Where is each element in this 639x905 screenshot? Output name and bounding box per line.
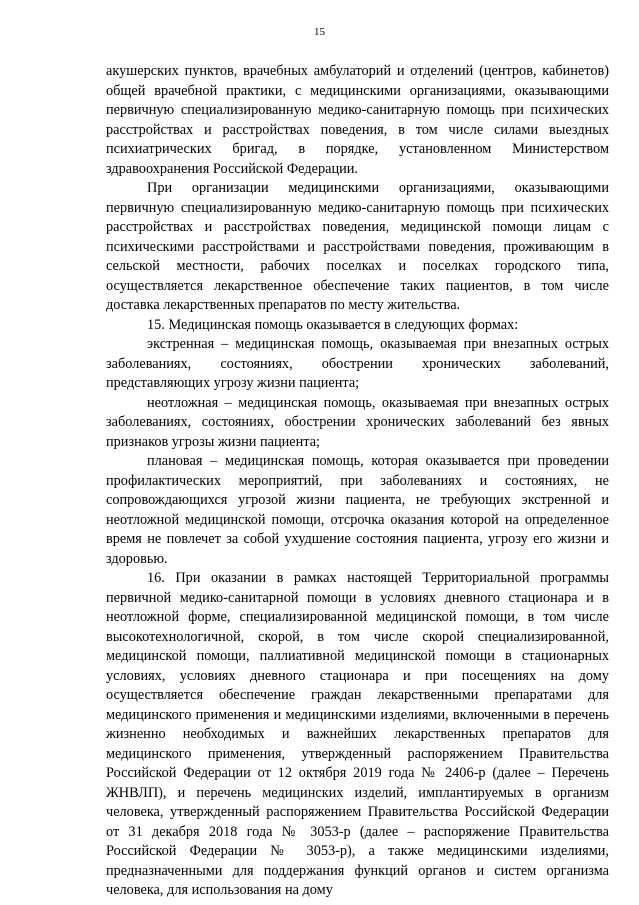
paragraph-15-heading: 15. Медицинская помощь оказывается в следующих формах: <box>147 316 519 333</box>
page-number: 15 <box>314 26 325 38</box>
paragraph-planned-form: плановая – медицинская помощь, которая оказывается при проведении профилактических мероприятий, при заболеваниях и состояниях, не сопровождающихся угрозой жизни пациента, не требующих экстренной и неотложной медицинской помощи, отсрочка оказания которой на определенное время не повлечет за собой ухудшение состояния пациента, угрозу его жизни и здоровью. <box>106 453 609 567</box>
document-body <box>106 62 609 901</box>
paragraph-emergency-form: экстренная – медицинская помощь, оказываемая при внезапных острых заболеваниях, состояниях, обострении хронических заболеваний, представляющих угрозу жизни пациента; <box>106 336 609 391</box>
paragraph-urgent-form: неотложная – медицинская помощь, оказываемая при внезапных острых заболеваниях, состояниях, обострении хронических заболеваний без явных признаков угрозы жизни пациента; <box>106 394 609 450</box>
paragraph-16: 16. При оказании в рамках настоящей Территориальной программы первичной медико-санитарной помощи в условиях дневного стационара и в неотложной форме, специализированной медицинской помощи, в том числе высокотехнологичной, скорой, в том числе скорой специализированной, медицинской помощи, паллиативной медицинской помощи в стационарных условиях, условиях дневного стационара и при посещениях на дому осуществляется обеспечение граждан лекарственными препаратами для медицинского применения и медицинскими изделиями, включенными в перечень жизненно необходимых и важнейших лекарственных препаратов для медицинского применения, утвержденный распоряжением Правительства Российской Федерации от 12 октября 2019 года № 2406-р (далее – Перечень ЖНВЛП), и перечень медицинских изделий, имплантируемых в организм человека, утвержденный распоряжением Правительства Российской Федерации от 31 декабря 2018 года № 3053-р (далее – распоряжение Правительства Российской Федерации № 3053-р), а также медицинскими изделиями, предназначенными для поддержания функций органов и систем организма человека, для использования на дому <box>106 570 609 898</box>
paragraph-rural-provision: При организации медицинскими организациями, оказывающими первичную специализированную медико-санитарную помощь при психических расстройствах и расстройствах поведения, медицинской помощи лицам с психическими расстройствами и расстройствами поведения, проживающим в сельской местности, рабочих поселках и поселках городского типа, осуществляется лекарственное обеспечение таких пациентов, в том числе доставка лекарственных препаратов по месту жительства. <box>106 180 609 313</box>
paragraph-continuation: акушерских пунктов, врачебных амбулаторий и отделений (центров, кабинетов) общей врачебной практики, с медицинскими организациями, оказывающими первичную специализированную медико-санитарную помощь при психических расстройствах и расстройствах поведения, в том числе силами выездных психиатрических бригад, в порядке, установленном Министерством здравоохранения Российской Федерации. <box>106 63 609 177</box>
